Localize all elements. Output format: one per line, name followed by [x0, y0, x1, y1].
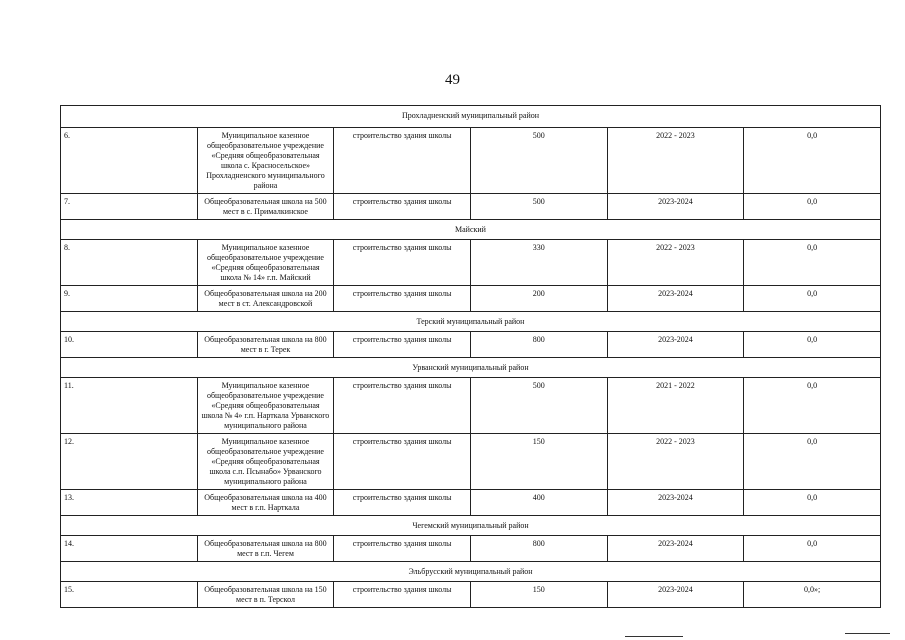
section-title: Терский муниципальный район [61, 312, 881, 332]
section-title: Чегемский муниципальный район [61, 516, 881, 536]
work-type: строительство здания школы [334, 128, 471, 194]
school-name: Муниципальное казенное общеобразовательное учреждение «Средняя общеобразовательная школа с.п. Псынабо» Урванского муниципального района [197, 434, 334, 490]
period: 2023-2024 [607, 536, 744, 562]
capacity: 150 [470, 434, 607, 490]
period: 2022 - 2023 [607, 240, 744, 286]
table-row [61, 582, 881, 608]
section-title: Майский [61, 220, 881, 240]
section-row [61, 106, 881, 128]
work-type: строительство здания школы [334, 332, 471, 358]
row-number: 6. [61, 128, 198, 194]
school-name: Общеобразовательная школа на 200 мест в ст. Александровской [197, 286, 334, 312]
table-body [61, 106, 881, 608]
capacity: 500 [470, 128, 607, 194]
section-row [61, 562, 881, 582]
capacity: 330 [470, 240, 607, 286]
section-row [61, 358, 881, 378]
value: 0,0 [744, 536, 881, 562]
school-name: Муниципальное казенное общеобразовательное учреждение «Средняя общеобразовательная школа с. Красносельское» Прохладненского муниципального района [197, 128, 334, 194]
value: 0,0 [744, 434, 881, 490]
capacity: 800 [470, 536, 607, 562]
table-row [61, 490, 881, 516]
period: 2022 - 2023 [607, 434, 744, 490]
row-number: 8. [61, 240, 198, 286]
value: 0,0 [744, 240, 881, 286]
row-number: 10. [61, 332, 198, 358]
table-row [61, 536, 881, 562]
work-type: строительство здания школы [334, 490, 471, 516]
period: 2023-2024 [607, 194, 744, 220]
school-name: Муниципальное казенное общеобразовательное учреждение «Средняя общеобразовательная школа № 4» г.п. Нарткала Урванского муниципального района [197, 378, 334, 434]
value: 0,0 [744, 490, 881, 516]
page-number: 49 [445, 72, 460, 88]
work-type: строительство здания школы [334, 434, 471, 490]
value: 0,0 [744, 332, 881, 358]
period: 2021 - 2022 [607, 378, 744, 434]
work-type: строительство здания школы [334, 194, 471, 220]
work-type: строительство здания школы [334, 536, 471, 562]
capacity: 200 [470, 286, 607, 312]
school-name: Общеобразовательная школа на 400 мест в г.п. Нарткала [197, 490, 334, 516]
capacity: 800 [470, 332, 607, 358]
school-name: Общеобразовательная школа на 800 мест в г.п. Чегем [197, 536, 334, 562]
table-row [61, 286, 881, 312]
row-number: 15. [61, 582, 198, 608]
table-row [61, 434, 881, 490]
section-title: Урванский муниципальный район [61, 358, 881, 378]
period: 2023-2024 [607, 332, 744, 358]
footer-rule-right [845, 633, 890, 634]
capacity: 150 [470, 582, 607, 608]
capacity: 500 [470, 194, 607, 220]
table-row [61, 194, 881, 220]
row-number: 12. [61, 434, 198, 490]
school-name: Общеобразовательная школа на 800 мест в г. Терек [197, 332, 334, 358]
footer-rule-left [625, 636, 683, 637]
table-row [61, 378, 881, 434]
value: 0,0»; [744, 582, 881, 608]
value: 0,0 [744, 194, 881, 220]
period: 2022 - 2023 [607, 128, 744, 194]
school-name: Общеобразовательная школа на 150 мест в п. Терскол [197, 582, 334, 608]
row-number: 11. [61, 378, 198, 434]
work-type: строительство здания школы [334, 378, 471, 434]
period: 2023-2024 [607, 582, 744, 608]
work-type: строительство здания школы [334, 240, 471, 286]
section-title: Эльбрусский муниципальный район [61, 562, 881, 582]
period: 2023-2024 [607, 286, 744, 312]
row-number: 7. [61, 194, 198, 220]
row-number: 13. [61, 490, 198, 516]
table-row [61, 332, 881, 358]
table-row [61, 240, 881, 286]
capacity: 400 [470, 490, 607, 516]
schools-table [60, 105, 881, 608]
row-number: 9. [61, 286, 198, 312]
section-row [61, 220, 881, 240]
capacity: 500 [470, 378, 607, 434]
work-type: строительство здания школы [334, 582, 471, 608]
row-number: 14. [61, 536, 198, 562]
work-type: строительство здания школы [334, 286, 471, 312]
section-title: Прохладненский муниципальный район [61, 106, 881, 128]
table-row [61, 128, 881, 194]
value: 0,0 [744, 128, 881, 194]
school-name: Муниципальное казенное общеобразовательное учреждение «Средняя общеобразовательная школа № 14» г.п. Майский [197, 240, 334, 286]
value: 0,0 [744, 378, 881, 434]
school-name: Общеобразовательная школа на 500 мест в с. Прималкинское [197, 194, 334, 220]
section-row [61, 312, 881, 332]
period: 2023-2024 [607, 490, 744, 516]
section-row [61, 516, 881, 536]
value: 0,0 [744, 286, 881, 312]
